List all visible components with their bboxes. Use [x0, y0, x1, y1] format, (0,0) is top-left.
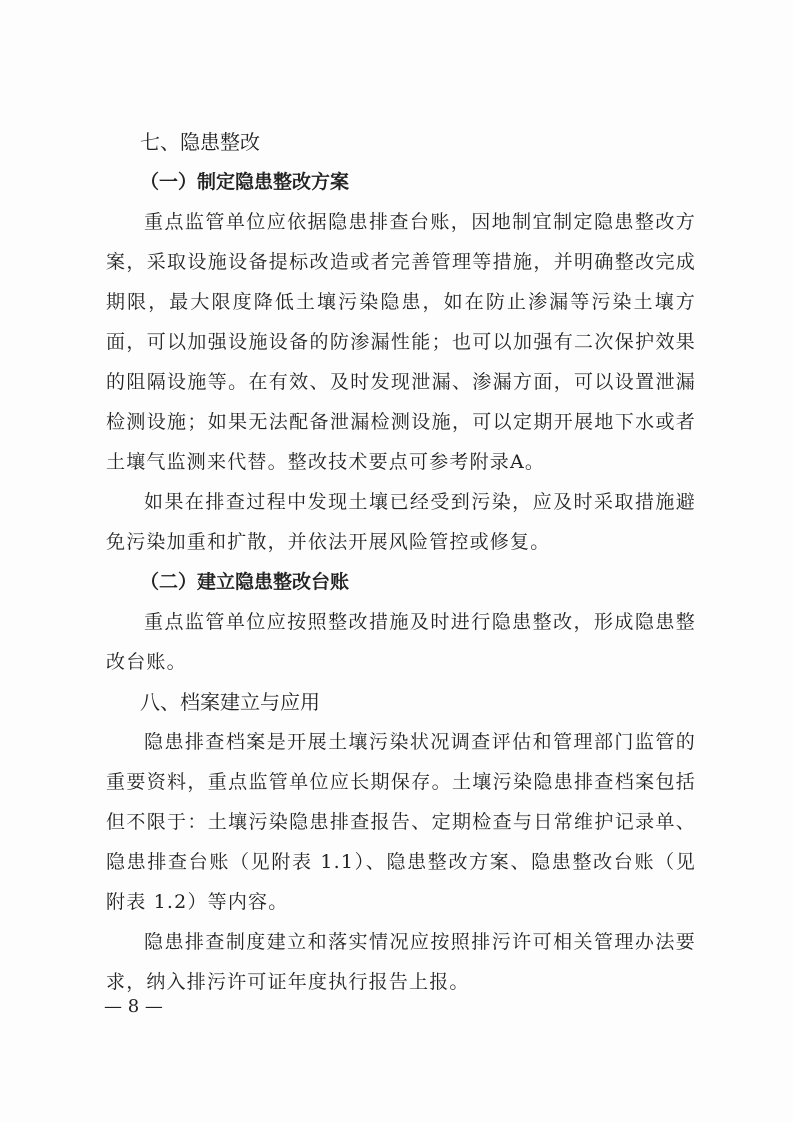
section-8-paragraph-2: 隐患排查制度建立和落实情况应按照排污许可相关管理办法要求，纳入排污许可证年度执行报告上报。 [106, 931, 696, 993]
page-number: — 8 — [104, 996, 163, 1017]
section-7-2-paragraph-1: 重点监管单位应按照整改措施及时进行隐患整改，形成隐患整改台账。 [106, 611, 696, 673]
section-8-heading: 八、档案建立与应用 [140, 690, 320, 714]
section-7-1-heading: （一）制定隐患整改方案 [140, 171, 350, 193]
page-content [106, 122, 696, 1002]
section-7-1-paragraph-1: 重点监管单位应依据隐患排查台账，因地制宜制定隐患整改方案，采取设施设备提标改造或者完善管理等措施，并明确整改完成期限，最大限度降低土壤污染隐患，如在防止渗漏等污染土壤方面，可以加强设施设备的防渗漏性能；也可以加强有二次保护效果的阻隔设施等。在有效、及时发现泄漏、渗漏方面，可以设置泄漏检测设施；如果无法配备泄漏检测设施，可以定期开展地下水或者土壤气监测来代替。整改技术要点可参考附录A。 [106, 211, 696, 473]
section-7-2-heading: （二）建立隐患整改台账 [140, 571, 350, 593]
section-7-1-paragraph-2: 如果在排查过程中发现土壤已经受到污染，应及时采取措施避免污染加重和扩散，并依法开展风险管控或修复。 [106, 491, 696, 553]
section-8-paragraph-1: 隐患排查档案是开展土壤污染状况调查评估和管理部门监管的重要资料，重点监管单位应长期保存。土壤污染隐患排查档案包括但不限于：土壤污染隐患排查报告、定期检查与日常维护记录单、隐患排查台账（见附表 1.1）、隐患整改方案、隐患整改台账（见附表 1.2）等内容。 [106, 731, 696, 913]
section-7-heading: 七、隐患整改 [140, 130, 260, 154]
